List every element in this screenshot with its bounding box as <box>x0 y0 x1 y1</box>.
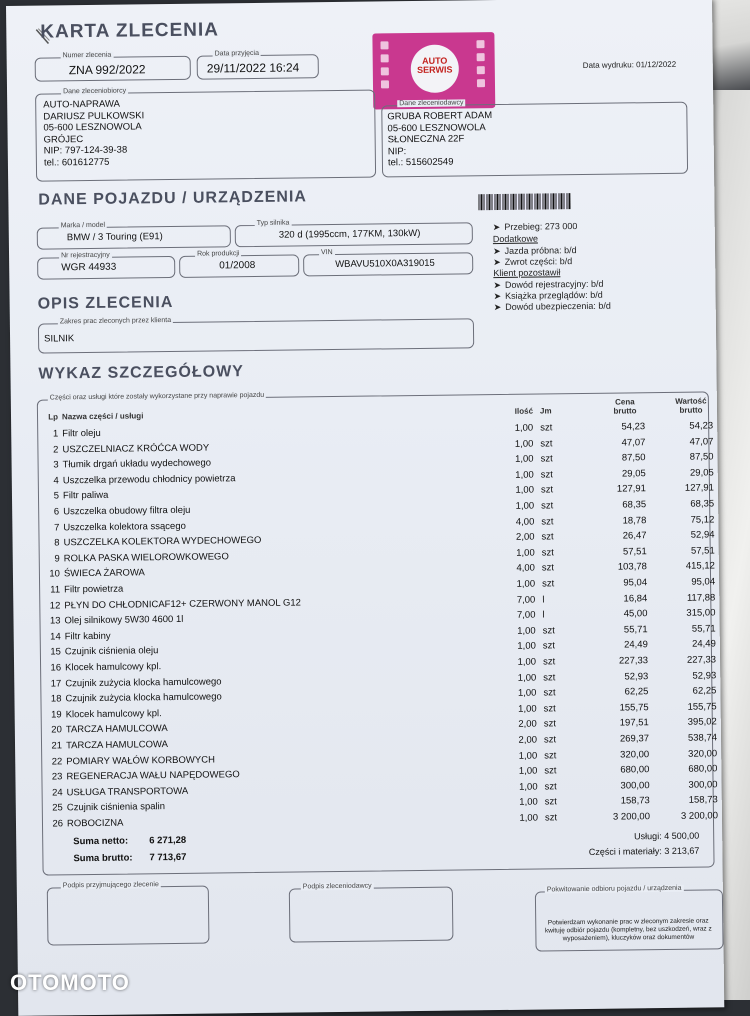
row-qty: 1,00 <box>515 469 534 481</box>
row-price: 103,78 <box>617 561 647 573</box>
client-left-heading: Klient pozostawił <box>493 267 561 279</box>
row-value: 538,74 <box>687 732 718 744</box>
row-unit: szt <box>544 765 557 777</box>
row-unit: szt <box>541 515 554 528</box>
row-value: 117,88 <box>686 591 716 604</box>
row-price: 227,33 <box>618 655 649 667</box>
receiver-signature-label: Podpis przyjmującego zlecenie <box>62 881 159 890</box>
row-qty: 1,00 <box>516 547 535 559</box>
orderer-label: Dane zleceniobiorcy <box>63 87 127 96</box>
row-price: 320,00 <box>620 748 650 761</box>
row-lp: 16 <box>50 662 62 674</box>
row-lp: 22 <box>51 755 63 768</box>
row-value: 395,02 <box>687 716 717 729</box>
row-price: 26,47 <box>622 530 647 542</box>
row-unit: szt <box>540 484 554 496</box>
row-unit: szt <box>543 703 556 715</box>
row-value: 55,71 <box>691 623 716 635</box>
row-name: ROBOCIZNA <box>66 817 124 830</box>
row-lp: 25 <box>52 802 63 814</box>
row-name: ROLKA PASKA WIELOROWKOWEGO <box>63 551 229 565</box>
row-qty: 1,00 <box>515 453 534 466</box>
row-unit: l <box>542 594 545 606</box>
extra-item: ➤ Jazda próbna: b/d <box>492 245 577 257</box>
row-price: 300,00 <box>620 779 650 792</box>
client-left-item: ➤ Dowód ubezpieczenia: b/d <box>493 300 611 313</box>
row-lp: 9 <box>54 553 60 565</box>
row-unit: szt <box>543 734 557 746</box>
orderer-line: AUTO-NAPRAWA <box>43 98 120 111</box>
checkbox-icon: ➤ <box>493 301 502 313</box>
row-qty: 1,00 <box>518 750 538 762</box>
row-price: 95,04 <box>623 577 648 589</box>
header-qty: Ilość <box>514 406 534 416</box>
row-price: 18,78 <box>622 514 647 527</box>
row-price: 52,93 <box>624 670 649 683</box>
row-price: 29,05 <box>621 468 646 480</box>
bullet-icon: ➤ <box>492 221 501 233</box>
row-lp: 17 <box>50 677 62 690</box>
row-price: 47,07 <box>621 436 646 449</box>
row-unit: szt <box>544 796 557 808</box>
orderer-line: tel.: 601612775 <box>43 156 110 169</box>
row-qty: 1,00 <box>518 765 538 777</box>
client-left-item: ➤ Dowód rejestracyjny: b/d <box>493 278 604 291</box>
row-name: USZCZELKA KOLEKTORA WYDECHOWEGO <box>63 535 262 549</box>
pickup-text: Potwierdzam wykonanie prac w zleconym zakresie oraz kwituję odbiór pojazdu (kompletny, bez uszkodzeń, wraz z wyposażeniem), kluczyków oraz dokumentów <box>544 917 712 943</box>
row-unit: szt <box>541 562 555 574</box>
row-price: 3 200,00 <box>612 811 651 823</box>
reg-value: WGR 44933 <box>61 261 117 274</box>
row-price: 55,71 <box>623 624 648 636</box>
client-left-item: ➤ Książka przeglądów: b/d <box>493 289 603 302</box>
row-name: Filtr paliwa <box>62 490 109 502</box>
row-qty: 2,00 <box>518 734 538 746</box>
row-price: 197,51 <box>619 717 649 729</box>
vin-value: WBAVU510X0A319015 <box>335 257 435 270</box>
pickup-label: Pokwitowanie odbioru pojazdu / urządzenia <box>546 884 682 894</box>
row-lp: 7 <box>54 521 60 534</box>
row-unit: szt <box>541 500 554 512</box>
client-line: SŁONECZNA 22F <box>387 133 465 146</box>
row-lp: 13 <box>49 615 61 627</box>
row-value: 52,93 <box>692 669 717 682</box>
extras-heading: Dodatkowe <box>492 233 538 245</box>
row-qty: 1,00 <box>516 578 536 590</box>
row-name: Czujnik ciśnienia spalin <box>66 801 166 814</box>
row-lp: 1 <box>52 428 59 440</box>
logo-brand: AUTO SERWIS <box>417 55 453 75</box>
gross-value: 7 713,67 <box>149 851 187 864</box>
client-signature-box <box>289 887 454 943</box>
row-value: 300,00 <box>688 779 718 791</box>
row-qty: 2,00 <box>518 718 537 731</box>
row-name: Klocek hamulcowy kpl. <box>65 661 162 674</box>
items-table <box>37 391 719 875</box>
gross-label: Suma brutto: <box>73 852 133 865</box>
row-price: 155,75 <box>619 701 649 714</box>
row-price: 54,23 <box>621 421 646 433</box>
totals <box>43 828 713 870</box>
row-qty: 4,00 <box>515 516 535 528</box>
row-qty: 1,00 <box>517 656 537 668</box>
row-lp: 23 <box>51 771 63 783</box>
row-unit: szt <box>543 671 556 684</box>
row-value: 87,50 <box>689 451 714 463</box>
orderer-details <box>43 98 145 168</box>
row-unit: szt <box>542 578 555 590</box>
row-name: Tłumik drgań układu wydechowego <box>62 457 212 471</box>
header-price: Cena brutto <box>613 397 637 416</box>
engine-value: 320 d (1995ccm, 177KM, 130kW) <box>278 227 421 241</box>
year-label: Rok produkcji <box>197 250 240 258</box>
row-qty: 1,00 <box>518 703 537 715</box>
row-lp: 18 <box>50 693 62 705</box>
row-price: 87,50 <box>621 452 646 464</box>
print-date: Data wydruku: 01/12/2022 <box>582 59 677 70</box>
header-unit: Jm <box>539 406 552 416</box>
orderer-line: DARIUSZ PULKOWSKI <box>43 109 145 123</box>
orderer-line: NIP: 797-124-39-38 <box>43 144 128 157</box>
row-value: 47,07 <box>689 435 714 448</box>
row-lp: 24 <box>51 787 63 799</box>
net-value: 6 271,28 <box>149 834 187 847</box>
row-name: Klocek hamulcowy kpl. <box>65 707 162 721</box>
client-line: 05-600 LESZNOWOLA <box>387 121 486 134</box>
row-lp: 14 <box>50 631 61 643</box>
parts-total: Części i materiały: 3 213,67 <box>588 845 700 857</box>
row-price: 127,91 <box>616 483 647 495</box>
row-value: 57,51 <box>690 545 715 557</box>
client-line: tel.: 515602549 <box>387 156 454 169</box>
net-label: Suma netto: <box>73 835 129 848</box>
row-value: 320,00 <box>688 747 718 760</box>
row-value: 24,49 <box>692 638 716 651</box>
client-line: NIP: <box>387 145 407 157</box>
row-value: 315,00 <box>686 607 716 619</box>
row-price: 16,84 <box>623 592 648 605</box>
checkbox-icon: ➤ <box>493 256 501 268</box>
row-unit: szt <box>542 625 555 637</box>
row-lp: 4 <box>53 475 59 487</box>
row-value: 3 200,00 <box>680 810 719 822</box>
order-card-document <box>6 0 724 1016</box>
row-value: 227,33 <box>686 654 717 666</box>
order-description-heading: OPIS ZLECENIA <box>37 293 174 313</box>
intake-date-value: 29/11/2022 16:24 <box>206 60 300 76</box>
header-value: Wartość brutto <box>675 396 707 415</box>
row-unit: szt <box>541 531 554 543</box>
row-name: POMIARY WAŁÓW KORBOWYCH <box>66 754 215 767</box>
row-price: 62,25 <box>624 686 649 698</box>
client-label: Dane zleceniodawcy <box>399 99 464 108</box>
row-qty: 4,00 <box>516 562 535 575</box>
orderer-line: GRÓJEC <box>43 133 84 146</box>
row-value: 52,94 <box>690 529 715 541</box>
header-name: Nazwa części / usługi <box>61 411 144 422</box>
row-name: USZCZELNIACZ KRÓĆCA WODY <box>62 442 210 455</box>
detail-heading: WYKAZ SZCZEGÓŁOWY <box>38 363 245 383</box>
row-lp: 5 <box>53 490 60 502</box>
row-name: Filtr powietrza <box>64 583 124 596</box>
row-qty: 1,00 <box>517 640 536 653</box>
scope-value: SILNIK <box>44 333 75 345</box>
checkbox-icon: ➤ <box>492 245 501 257</box>
row-name: Czujnik zużycia klocka hamulcowego <box>65 676 222 689</box>
row-qty: 1,00 <box>517 625 536 637</box>
year-value: 01/2008 <box>219 259 256 272</box>
row-unit: szt <box>543 687 556 699</box>
row-value: 68,35 <box>690 498 715 510</box>
row-value: 680,00 <box>688 763 718 775</box>
row-qty: 7,00 <box>516 609 536 621</box>
row-unit: szt <box>540 422 553 434</box>
row-qty: 7,00 <box>516 594 536 606</box>
order-number-value: ZNA 992/2022 <box>68 62 146 78</box>
row-value: 158,73 <box>688 794 718 807</box>
row-name: TARCZA HAMULCOWA <box>65 739 168 752</box>
row-price: 269,37 <box>619 733 650 745</box>
row-unit: szt <box>540 437 553 450</box>
engine-label: Typ silnika <box>256 219 290 227</box>
row-unit: szt <box>544 749 557 762</box>
row-qty: 1,00 <box>514 438 534 450</box>
row-name: PŁYN DO CHŁODNICAF12+ CZERWONY MANOL G12 <box>64 597 301 611</box>
row-name: Filtr kabiny <box>64 630 111 643</box>
row-lp: 26 <box>52 818 64 830</box>
row-lp: 12 <box>49 599 61 612</box>
make-label: Marka / model <box>60 221 106 230</box>
row-value: 127,91 <box>684 482 715 495</box>
row-name: USŁUGA TRANSPORTOWA <box>66 785 189 799</box>
row-unit: szt <box>540 469 553 481</box>
barcode <box>478 193 570 210</box>
mileage: ➤ Przebieg: 273 000 <box>492 221 578 233</box>
row-name: TARCZA HAMULCOWA <box>65 723 168 736</box>
row-price: 57,51 <box>622 546 647 558</box>
row-qty: 2,00 <box>515 531 535 543</box>
row-lp: 10 <box>49 568 61 580</box>
order-number-label: Numer zlecenia <box>62 51 112 60</box>
vehicle-heading: DANE POJAZDU / URZĄDZENIA <box>38 188 308 209</box>
row-lp: 15 <box>50 646 61 658</box>
row-name: Filtr oleju <box>62 427 101 440</box>
row-unit: szt <box>544 812 558 824</box>
row-name: REGENERACJA WAŁU NAPĘDOWEGO <box>66 769 240 783</box>
row-qty: 1,00 <box>519 812 539 824</box>
row-value: 415,12 <box>685 560 715 573</box>
row-name: ŚWIECA ŻAROWA <box>63 567 145 580</box>
row-qty: 1,00 <box>519 781 538 793</box>
row-name: Czujnik ciśnienia oleju <box>64 645 159 658</box>
table-caption: Części oraz usługi które zostały wykorzystane przy naprawie pojazdu <box>49 391 265 402</box>
row-qty: 1,00 <box>515 484 535 497</box>
extra-item: ➤ Zwrot części: b/d <box>493 256 573 268</box>
row-value: 54,23 <box>689 420 714 432</box>
vin-label: VIN <box>320 249 333 257</box>
row-value: 75,12 <box>690 513 715 526</box>
row-value: 29,05 <box>689 467 714 479</box>
row-name: Uszczelka przewodu chłodnicy powietrza <box>62 473 236 487</box>
scope-label: Zakres prac zleconych przez klienta <box>59 317 172 326</box>
row-qty: 1,00 <box>519 796 538 809</box>
row-value: 155,75 <box>687 701 717 713</box>
row-qty: 1,00 <box>514 422 534 434</box>
row-price: 680,00 <box>620 764 650 776</box>
auto-serwis-logo <box>372 32 495 109</box>
make-value: BMW / 3 Touring (E91) <box>66 231 163 244</box>
reg-label: Nr rejestracyjny <box>61 251 110 260</box>
row-unit: szt <box>543 718 557 730</box>
row-unit: l <box>542 609 545 621</box>
row-qty: 1,00 <box>517 672 537 684</box>
row-lp: 20 <box>51 724 62 736</box>
row-value: 62,25 <box>692 685 717 697</box>
checkbox-icon: ➤ <box>493 290 502 302</box>
row-value: 95,04 <box>691 576 716 588</box>
row-name: Uszczelka obudowy filtra oleju <box>63 504 191 518</box>
otomoto-watermark: OTOMOTO <box>10 970 130 995</box>
row-lp: 2 <box>53 443 59 456</box>
row-unit: szt <box>544 781 557 793</box>
row-name: Olej silnikowy 5W30 4600 1l <box>64 614 184 627</box>
client-details <box>387 110 492 169</box>
client-line: GRUBA ROBERT ADAM <box>387 110 493 123</box>
checkbox-icon: ➤ <box>493 279 502 291</box>
row-lp: 3 <box>53 459 59 471</box>
row-qty: 1,00 <box>517 687 537 699</box>
row-lp: 21 <box>51 740 63 752</box>
row-name: Czujnik zużycia klocka hamulcowego <box>65 691 222 705</box>
orderer-line: 05-600 LESZNOWOLA <box>43 121 142 134</box>
row-price: 68,35 <box>622 499 647 511</box>
row-lp: 19 <box>51 709 62 721</box>
row-unit: szt <box>542 640 556 652</box>
client-signature-label: Podpis zleceniodawcy <box>302 882 372 891</box>
row-unit: szt <box>541 547 554 559</box>
intake-date-label: Data przyjęcia <box>214 49 260 58</box>
services-total: Usługi: 4 500,00 <box>634 830 700 842</box>
row-price: 45,00 <box>623 608 648 620</box>
row-lp: 11 <box>50 584 61 596</box>
row-name: Uszczelka kolektora ssącego <box>63 520 186 533</box>
row-unit: szt <box>542 656 556 668</box>
row-unit: szt <box>540 453 553 465</box>
row-lp: 6 <box>53 506 60 518</box>
receiver-signature-box <box>47 886 210 946</box>
row-price: 158,73 <box>620 795 650 807</box>
header-lp: Lp <box>48 412 59 422</box>
row-qty: 1,00 <box>515 500 535 512</box>
document-title: KARTA ZLECENIA <box>40 19 220 43</box>
row-lp: 8 <box>54 537 60 549</box>
row-price: 24,49 <box>624 639 648 651</box>
